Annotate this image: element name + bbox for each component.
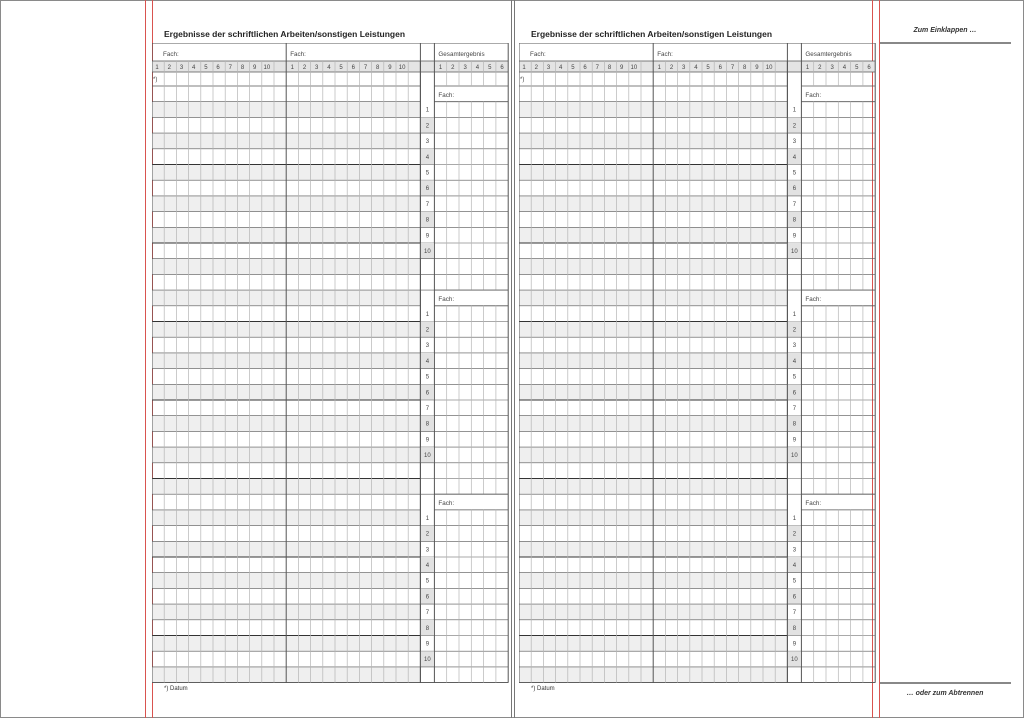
svg-text:3: 3: [425, 343, 430, 350]
fold-label: Zum Einklappen …: [913, 27, 977, 34]
svg-text:1: 1: [792, 515, 797, 522]
svg-text:6: 6: [867, 65, 871, 71]
svg-text:Fach:: Fach:: [438, 296, 455, 304]
svg-text:10: 10: [424, 249, 431, 255]
svg-text:1: 1: [425, 515, 430, 522]
svg-text:1: 1: [657, 65, 661, 71]
svg-text:2: 2: [302, 65, 307, 71]
svg-text:8: 8: [425, 217, 430, 224]
svg-text:6: 6: [792, 186, 797, 193]
svg-text:4: 4: [425, 563, 430, 569]
svg-text:5: 5: [339, 65, 343, 71]
svg-text:7: 7: [425, 610, 430, 617]
svg-text:Fach:: Fach:: [805, 92, 822, 99]
svg-text:7: 7: [730, 65, 735, 71]
svg-text:3: 3: [682, 65, 686, 71]
svg-text:8: 8: [743, 65, 747, 71]
svg-text:2: 2: [425, 123, 430, 130]
svg-text:*): *): [520, 77, 525, 83]
svg-text:9: 9: [425, 641, 430, 648]
svg-text:10: 10: [791, 249, 798, 255]
svg-text:6: 6: [216, 65, 220, 71]
svg-text:10: 10: [263, 65, 271, 71]
svg-text:8: 8: [607, 65, 612, 71]
svg-text:7: 7: [228, 65, 232, 71]
svg-text:3: 3: [792, 343, 797, 350]
svg-text:6: 6: [351, 65, 355, 71]
svg-text:9: 9: [425, 437, 430, 444]
svg-text:8: 8: [425, 421, 430, 428]
svg-text:4: 4: [475, 65, 480, 71]
svg-text:8: 8: [240, 65, 245, 71]
svg-text:7: 7: [425, 201, 430, 208]
svg-text:Fach:: Fach:: [438, 500, 455, 508]
svg-text:Fach:: Fach:: [530, 51, 546, 58]
svg-text:8: 8: [792, 217, 797, 224]
svg-text:5: 5: [204, 65, 208, 71]
svg-text:1: 1: [155, 65, 159, 71]
svg-text:*): *): [153, 77, 158, 83]
svg-text:5: 5: [425, 374, 430, 381]
svg-text:9: 9: [792, 641, 797, 648]
margin-line-right-inner: [879, 0, 880, 718]
svg-text:6: 6: [500, 65, 504, 71]
svg-text:7: 7: [792, 610, 797, 617]
svg-text:4: 4: [425, 358, 430, 365]
margin-line-left: [145, 0, 146, 718]
svg-text:4: 4: [425, 154, 430, 161]
svg-text:Fach:: Fach:: [805, 296, 822, 304]
svg-text:1: 1: [425, 311, 430, 318]
svg-text:4: 4: [559, 65, 563, 71]
svg-text:3: 3: [179, 65, 184, 71]
svg-text:1: 1: [290, 65, 294, 71]
svg-text:1: 1: [425, 107, 430, 114]
svg-text:2: 2: [451, 65, 455, 71]
svg-text:4: 4: [792, 358, 797, 365]
svg-text:10: 10: [424, 453, 431, 460]
svg-text:Gesamtergebnis: Gesamtergebnis: [805, 51, 852, 58]
grade-table: [519, 43, 879, 683]
svg-text:8: 8: [792, 421, 797, 428]
svg-text:8: 8: [792, 625, 797, 632]
svg-text:1: 1: [522, 65, 526, 71]
svg-text:5: 5: [706, 65, 710, 71]
svg-text:2: 2: [167, 65, 171, 71]
svg-text:2: 2: [792, 531, 797, 538]
grade-table: [152, 43, 512, 683]
svg-text:9: 9: [792, 233, 797, 240]
svg-text:7: 7: [595, 65, 599, 71]
svg-text:2: 2: [534, 65, 538, 71]
sheet-title: Ergebnisse der schriftlichen Arbeiten/sonstigen Leistungen: [531, 29, 773, 39]
svg-text:4: 4: [792, 563, 797, 569]
svg-text:3: 3: [425, 547, 430, 554]
svg-text:6: 6: [425, 390, 430, 397]
svg-text:2: 2: [792, 327, 797, 334]
svg-text:4: 4: [694, 65, 698, 71]
svg-text:6: 6: [792, 390, 797, 397]
cut-rule: [880, 682, 1011, 684]
svg-text:3: 3: [463, 65, 467, 71]
svg-text:10: 10: [398, 65, 406, 71]
footnote: *) Datum: [531, 686, 555, 692]
svg-text:7: 7: [792, 406, 797, 412]
svg-text:2: 2: [669, 65, 674, 71]
svg-text:3: 3: [425, 139, 430, 146]
svg-text:9: 9: [620, 65, 624, 71]
svg-text:5: 5: [425, 578, 430, 585]
svg-text:6: 6: [425, 186, 430, 193]
svg-text:8: 8: [376, 65, 380, 71]
page-divider-2: [514, 0, 515, 718]
svg-text:10: 10: [630, 65, 638, 71]
svg-text:9: 9: [755, 65, 759, 71]
svg-text:5: 5: [792, 374, 797, 381]
svg-text:9: 9: [253, 65, 257, 71]
svg-text:7: 7: [363, 65, 368, 71]
svg-text:10: 10: [791, 657, 798, 664]
svg-text:4: 4: [192, 65, 196, 71]
svg-text:2: 2: [425, 327, 430, 334]
svg-text:2: 2: [425, 531, 430, 538]
svg-text:7: 7: [792, 201, 797, 208]
svg-text:5: 5: [425, 170, 430, 177]
svg-text:6: 6: [425, 594, 430, 601]
sheet-title: Ergebnisse der schriftlichen Arbeiten/sonstigen Leistungen: [164, 29, 406, 39]
svg-text:9: 9: [425, 233, 430, 240]
svg-text:4: 4: [327, 65, 331, 71]
cut-label: … oder zum Abtrennen: [906, 690, 984, 697]
svg-text:Fach:: Fach:: [438, 92, 455, 99]
svg-text:5: 5: [792, 170, 797, 177]
svg-text:3: 3: [315, 65, 319, 71]
svg-text:1: 1: [792, 107, 797, 114]
svg-text:3: 3: [546, 65, 551, 71]
svg-text:3: 3: [830, 65, 834, 71]
svg-text:1: 1: [438, 65, 443, 71]
svg-text:Fach:: Fach:: [657, 51, 673, 58]
svg-text:10: 10: [791, 453, 798, 460]
svg-text:3: 3: [792, 547, 797, 554]
svg-text:6: 6: [718, 65, 722, 71]
svg-text:4: 4: [842, 65, 847, 71]
svg-text:9: 9: [792, 437, 797, 444]
svg-text:6: 6: [792, 594, 797, 601]
svg-text:Fach:: Fach:: [163, 51, 179, 58]
svg-text:10: 10: [765, 65, 773, 71]
svg-text:2: 2: [818, 65, 822, 71]
svg-text:5: 5: [488, 65, 492, 71]
footnote: *) Datum: [164, 686, 188, 692]
svg-text:1: 1: [805, 65, 810, 71]
svg-text:2: 2: [792, 123, 797, 130]
svg-text:4: 4: [792, 154, 797, 161]
svg-text:5: 5: [792, 578, 797, 585]
svg-text:7: 7: [425, 406, 430, 412]
svg-text:5: 5: [855, 65, 859, 71]
svg-text:6: 6: [583, 65, 587, 71]
svg-text:8: 8: [425, 625, 430, 632]
svg-text:3: 3: [792, 139, 797, 146]
svg-text:1: 1: [792, 311, 797, 318]
svg-text:Gesamtergebnis: Gesamtergebnis: [438, 51, 485, 58]
svg-text:9: 9: [388, 65, 392, 71]
svg-text:5: 5: [571, 65, 575, 71]
svg-text:10: 10: [424, 657, 431, 664]
fold-rule: [880, 42, 1011, 44]
svg-text:Fach:: Fach:: [805, 500, 822, 508]
svg-text:Fach:: Fach:: [290, 51, 306, 58]
